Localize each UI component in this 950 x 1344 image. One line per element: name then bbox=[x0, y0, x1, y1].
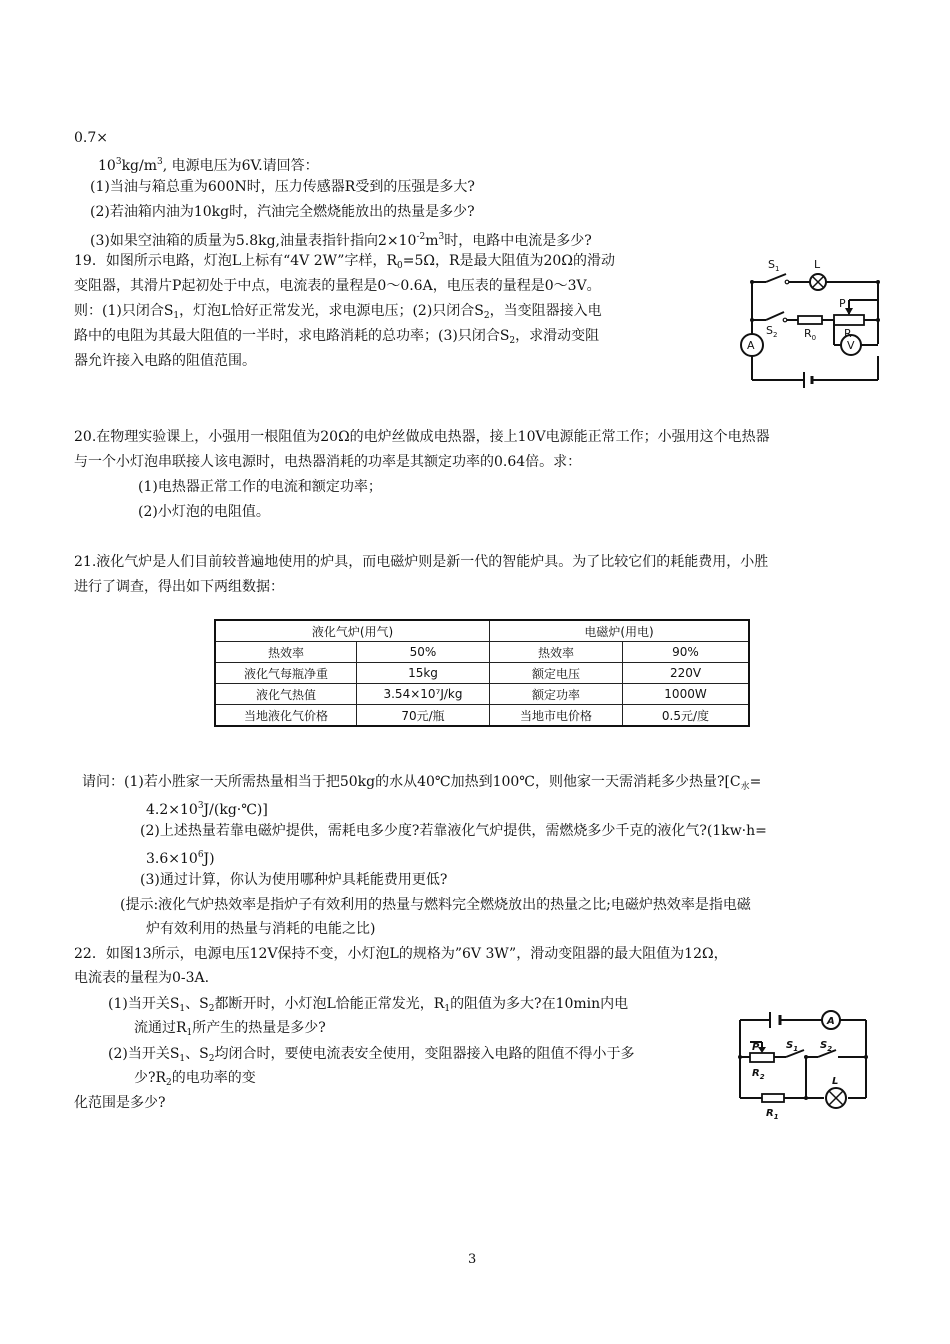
label-s2: $S_2$ bbox=[766, 324, 778, 339]
q21-hint-2: 炉有效利用的热量与消耗的电能之比) bbox=[146, 921, 376, 937]
q21-part-2: (2)上述热量若靠电磁炉提供，需耗电多少度?若靠液化气炉提供，需燃烧多少千克的液化气?(1kw·h= bbox=[140, 823, 767, 839]
table-cell: 220V bbox=[623, 663, 750, 684]
q19-line-4: 路中的电阻为其最大阻值的一半时，求电路消耗的总功率；(3)只闭合$S_2$，求滑动变阻 bbox=[74, 328, 600, 346]
label-p: P bbox=[839, 297, 846, 310]
q20-line-2: 与一个小灯泡串联接人该电源时，电热器消耗的功率是其额定功率的0.64倍。求： bbox=[74, 454, 582, 470]
fuel-comparison-table bbox=[214, 619, 750, 727]
table-cell: 70元/瓶 bbox=[357, 705, 490, 727]
label-p: P bbox=[752, 1042, 760, 1053]
q21-line-1: 21.液化气炉是人们目前较普遍地使用的炉具，而电磁炉则是新一代的智能炉具。为了比较它们的耗能费用，小胜 bbox=[74, 554, 769, 570]
q19-line-1: 19．如图所示电路，灯泡L上标有“4V 2W”字样，$R_0=5\Omega$，R是最大阻值为20Ω的滑动 bbox=[74, 253, 615, 271]
q21-hint-1: (提示:液化气炉热效率是指炉子有效利用的热量与燃料完全燃烧放出的热量之比;电磁炉热效率是指电磁 bbox=[120, 897, 751, 913]
table-row bbox=[215, 684, 749, 705]
table-cell: 热效率 bbox=[215, 642, 357, 663]
q18-line-1: 0.7× bbox=[74, 130, 108, 146]
header-lpg: 液化气炉(用气) bbox=[215, 620, 490, 642]
table-cell: 液化气每瓶净重 bbox=[215, 663, 357, 684]
ammeter-label: A bbox=[747, 339, 755, 352]
label-l: L bbox=[814, 258, 821, 271]
page-number: 3 bbox=[468, 1252, 477, 1267]
q18-part-2: (2)若油箱内油为10kg时，汽油完全燃烧能放出的热量是多少? bbox=[90, 204, 475, 220]
q18-part-1: (1)当油与箱总重为600N时，压力传感器R受到的压强是多大? bbox=[90, 179, 475, 195]
q18-part-3: (3)如果空油箱的质量为5.8kg,油量表指针指向$2\times 10^{-2}m^3$时，电路中电流是多少? bbox=[90, 232, 592, 249]
label-s1: $S_1$ bbox=[768, 258, 780, 273]
q19-line-2: 变阻器，其滑片P起初处于中点，电流表的量程是0～0.6A，电压表的量程是0～3V。 bbox=[74, 278, 601, 294]
label-r1: $R_1$ bbox=[766, 1108, 779, 1120]
table-row bbox=[215, 663, 749, 684]
label-r2: $R_2$ bbox=[752, 1068, 765, 1081]
table-cell: 额定电压 bbox=[490, 663, 623, 684]
table-cell: 50% bbox=[357, 642, 490, 663]
label-r: R bbox=[844, 327, 852, 340]
q19-line-3: 则：(1)只闭合$S_1$，灯泡L恰好正常发光，求电源电压；(2)只闭合$S_2$，当变阻器接入电 bbox=[74, 303, 602, 321]
table-cell: 当地液化气价格 bbox=[215, 705, 357, 727]
q21-part-1: 请问：(1)若小胜家一天所需热量相当于把50kg的水从40℃加热到100℃，则他家一天需消耗多少热量$?[C_水=$ bbox=[82, 774, 762, 792]
q21-part-1-cont: $4.2\times 10^3J/(kg\cdot℃)$] bbox=[146, 801, 268, 818]
q20-part-2: (2)小灯泡的电阻值。 bbox=[138, 504, 270, 520]
ammeter-label: A bbox=[827, 1016, 835, 1027]
q22-line-last: 化范围是多少? bbox=[74, 1095, 166, 1111]
q19-line-5: 器允许接入电路的阻值范围。 bbox=[74, 353, 256, 369]
table-row bbox=[215, 642, 749, 663]
voltmeter-label: V bbox=[847, 339, 855, 352]
table-cell: 热效率 bbox=[490, 642, 623, 663]
label-s1: $S_1$ bbox=[786, 1040, 799, 1053]
q22-part-1: (1)当开关$S_1$、$S_2$都断开时，小灯泡L恰能正常发光，$R_1$的阻值为多大?在10min内电 bbox=[108, 996, 629, 1014]
table-header-row bbox=[215, 620, 749, 642]
q21-part-2-cont: $3.6\times 10^6J$) bbox=[146, 850, 215, 867]
q22-line-2: 电流表的量程为0-3A. bbox=[74, 970, 210, 986]
q22-line-1: 22．如图13所示，电源电压12V保持不变，小灯泡L的规格为”6V 3W”，滑动变阻器的最大阻值为12Ω， bbox=[74, 946, 728, 962]
label-s2: $S_2$ bbox=[820, 1040, 833, 1053]
table-cell: 当地市电价格 bbox=[490, 705, 623, 727]
q22-part-1-cont: 流通过$R_1$所产生的热量是多少? bbox=[134, 1020, 326, 1038]
table-cell: 15kg bbox=[357, 663, 490, 684]
q22-part-2: (2)当开关$S_1$、$S_2$均闭合时，要使电流表安全使用，变阻器接入电路的阻值不得小于多 bbox=[108, 1046, 635, 1064]
table-cell: 1000W bbox=[623, 684, 750, 705]
q22-circuit-diagram bbox=[728, 1004, 878, 1120]
q21-part-3: (3)通过计算，你认为使用哪种炉具耗能费用更低? bbox=[140, 872, 448, 888]
table-cell: 液化气热值 bbox=[215, 684, 357, 705]
table-cell: 3.54×10⁷J/kg bbox=[357, 684, 490, 705]
table-cell: 额定功率 bbox=[490, 684, 623, 705]
q22-part-2-cont: 少$?R_2$的电功率的变 bbox=[134, 1070, 256, 1088]
q19-circuit-diagram bbox=[738, 252, 886, 388]
table-row bbox=[215, 705, 749, 727]
q20-line-1: 20.在物理实验课上，小强用一根阻值为20Ω的电炉丝做成电热器，接上10V电源能正常工作；小强用这个电热器 bbox=[74, 429, 770, 445]
label-l: L bbox=[832, 1076, 839, 1087]
q21-line-2: 进行了调查，得出如下两组数据： bbox=[74, 579, 284, 595]
q20-part-1: (1)电热器正常工作的电流和额定功率； bbox=[138, 479, 382, 495]
label-r0: $R_0$ bbox=[804, 327, 817, 342]
table-cell: 90% bbox=[623, 642, 750, 663]
q18-line-2: $10^3kg/m^3$, 电源电压为6V.请回答： bbox=[98, 157, 319, 174]
header-induction: 电磁炉(用电) bbox=[490, 620, 750, 642]
table-cell: 0.5元/度 bbox=[623, 705, 750, 727]
